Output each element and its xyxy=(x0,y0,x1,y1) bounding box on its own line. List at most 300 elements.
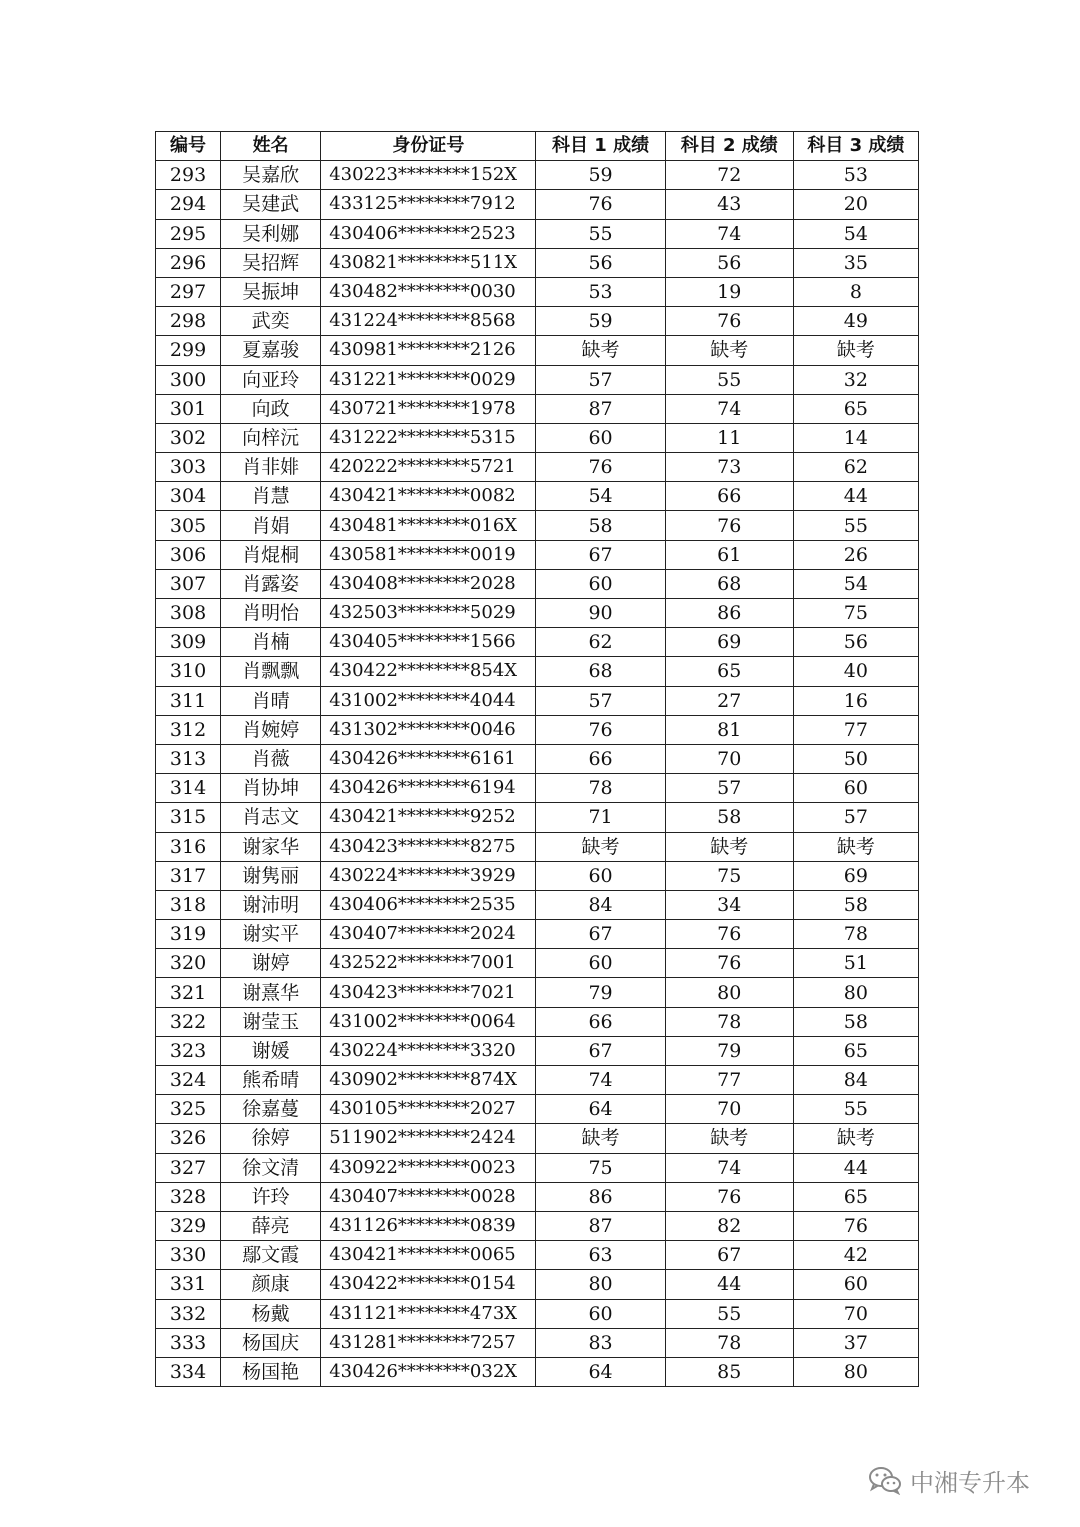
table-row xyxy=(156,277,919,306)
cell-number: 313 xyxy=(156,744,221,773)
cell-name: 肖飘飘 xyxy=(221,657,321,686)
cell-subject-1-score: 60 xyxy=(536,1299,665,1328)
table-row xyxy=(156,307,919,336)
score-table xyxy=(155,131,919,1387)
cell-id-number: 431222********5315 xyxy=(321,423,536,452)
cell-number: 312 xyxy=(156,715,221,744)
table-row xyxy=(156,657,919,686)
cell-number: 309 xyxy=(156,628,221,657)
cell-subject-2-score: 11 xyxy=(665,423,793,452)
watermark-text: 中湘专升本 xyxy=(910,1468,1030,1497)
cell-name: 夏嘉骏 xyxy=(221,336,321,365)
cell-number: 293 xyxy=(156,161,221,190)
table-row xyxy=(156,1124,919,1153)
header-id-number: 身份证号 xyxy=(321,132,536,161)
cell-number: 304 xyxy=(156,482,221,511)
cell-subject-2-score: 78 xyxy=(665,1007,793,1036)
cell-number: 305 xyxy=(156,511,221,540)
cell-name: 肖志文 xyxy=(221,803,321,832)
cell-subject-1-score: 86 xyxy=(536,1182,665,1211)
cell-name: 肖明怡 xyxy=(221,599,321,628)
table-row xyxy=(156,423,919,452)
cell-name: 向梓沅 xyxy=(221,423,321,452)
cell-id-number: 430405********1566 xyxy=(321,628,536,657)
cell-id-number: 430426********6194 xyxy=(321,774,536,803)
cell-name: 许玲 xyxy=(221,1182,321,1211)
cell-subject-3-score: 60 xyxy=(793,1270,918,1299)
cell-id-number: 430105********2027 xyxy=(321,1095,536,1124)
cell-id-number: 430423********8275 xyxy=(321,832,536,861)
cell-subject-3-score: 44 xyxy=(793,482,918,511)
cell-name: 吴招辉 xyxy=(221,248,321,277)
cell-name: 谢莹玉 xyxy=(221,1007,321,1036)
cell-name: 肖娟 xyxy=(221,511,321,540)
cell-subject-1-score: 54 xyxy=(536,482,665,511)
cell-subject-3-score: 54 xyxy=(793,219,918,248)
table-row xyxy=(156,453,919,482)
cell-subject-1-score: 56 xyxy=(536,248,665,277)
cell-subject-1-score: 76 xyxy=(536,190,665,219)
cell-number: 314 xyxy=(156,774,221,803)
table-row xyxy=(156,1328,919,1357)
cell-id-number: 431126********0839 xyxy=(321,1211,536,1240)
cell-subject-2-score: 70 xyxy=(665,1095,793,1124)
cell-subject-3-score: 69 xyxy=(793,861,918,890)
cell-id-number: 430407********0028 xyxy=(321,1182,536,1211)
cell-id-number: 430224********3320 xyxy=(321,1036,536,1065)
cell-subject-1-score: 80 xyxy=(536,1270,665,1299)
cell-subject-3-score: 58 xyxy=(793,1007,918,1036)
cell-subject-2-score: 79 xyxy=(665,1036,793,1065)
cell-subject-2-score: 69 xyxy=(665,628,793,657)
cell-name: 吴建武 xyxy=(221,190,321,219)
cell-subject-1-score: 53 xyxy=(536,277,665,306)
table-row xyxy=(156,1182,919,1211)
cell-subject-2-score: 67 xyxy=(665,1241,793,1270)
cell-name: 徐婷 xyxy=(221,1124,321,1153)
cell-number: 307 xyxy=(156,569,221,598)
cell-subject-2-score: 57 xyxy=(665,774,793,803)
cell-id-number: 432503********5029 xyxy=(321,599,536,628)
cell-id-number: 430421********9252 xyxy=(321,803,536,832)
cell-name: 徐文清 xyxy=(221,1153,321,1182)
cell-subject-1-score: 60 xyxy=(536,569,665,598)
header-subject-3-score: 科目 3 成绩 xyxy=(793,132,918,161)
table-row xyxy=(156,190,919,219)
cell-subject-2-score: 70 xyxy=(665,744,793,773)
cell-number: 334 xyxy=(156,1357,221,1386)
table-row xyxy=(156,803,919,832)
cell-number: 332 xyxy=(156,1299,221,1328)
cell-name: 徐嘉蔓 xyxy=(221,1095,321,1124)
cell-subject-3-score: 60 xyxy=(793,774,918,803)
cell-number: 295 xyxy=(156,219,221,248)
cell-subject-3-score: 50 xyxy=(793,744,918,773)
cell-subject-1-score: 84 xyxy=(536,890,665,919)
cell-name: 杨国庆 xyxy=(221,1328,321,1357)
cell-subject-1-score: 62 xyxy=(536,628,665,657)
table-row xyxy=(156,1007,919,1036)
cell-number: 315 xyxy=(156,803,221,832)
cell-subject-3-score: 35 xyxy=(793,248,918,277)
cell-subject-1-score: 64 xyxy=(536,1357,665,1386)
cell-subject-2-score: 66 xyxy=(665,482,793,511)
cell-number: 298 xyxy=(156,307,221,336)
cell-name: 武奕 xyxy=(221,307,321,336)
table-row xyxy=(156,715,919,744)
table-row xyxy=(156,920,919,949)
cell-subject-2-score: 58 xyxy=(665,803,793,832)
watermark xyxy=(868,1462,1030,1498)
cell-name: 向政 xyxy=(221,394,321,423)
cell-subject-1-score: 57 xyxy=(536,686,665,715)
cell-subject-3-score: 65 xyxy=(793,1036,918,1065)
cell-subject-1-score: 缺考 xyxy=(536,1124,665,1153)
cell-number: 325 xyxy=(156,1095,221,1124)
cell-subject-2-score: 55 xyxy=(665,1299,793,1328)
cell-subject-1-score: 58 xyxy=(536,511,665,540)
cell-name: 肖协坤 xyxy=(221,774,321,803)
cell-subject-2-score: 34 xyxy=(665,890,793,919)
cell-subject-2-score: 80 xyxy=(665,978,793,1007)
cell-id-number: 432522********7001 xyxy=(321,949,536,978)
cell-subject-3-score: 80 xyxy=(793,1357,918,1386)
cell-subject-1-score: 57 xyxy=(536,365,665,394)
header-name: 姓名 xyxy=(221,132,321,161)
cell-subject-2-score: 81 xyxy=(665,715,793,744)
cell-id-number: 430421********0082 xyxy=(321,482,536,511)
cell-subject-1-score: 87 xyxy=(536,1211,665,1240)
cell-subject-1-score: 60 xyxy=(536,861,665,890)
cell-name: 向亚玲 xyxy=(221,365,321,394)
cell-id-number: 430981********2126 xyxy=(321,336,536,365)
table-row xyxy=(156,1357,919,1386)
cell-subject-2-score: 43 xyxy=(665,190,793,219)
cell-subject-1-score: 90 xyxy=(536,599,665,628)
cell-subject-3-score: 16 xyxy=(793,686,918,715)
cell-id-number: 433125********7912 xyxy=(321,190,536,219)
cell-subject-3-score: 57 xyxy=(793,803,918,832)
cell-id-number: 430481********016X xyxy=(321,511,536,540)
cell-number: 330 xyxy=(156,1241,221,1270)
cell-subject-3-score: 55 xyxy=(793,511,918,540)
cell-number: 326 xyxy=(156,1124,221,1153)
cell-subject-3-score: 缺考 xyxy=(793,832,918,861)
cell-subject-1-score: 76 xyxy=(536,453,665,482)
cell-name: 吴利娜 xyxy=(221,219,321,248)
cell-subject-2-score: 缺考 xyxy=(665,832,793,861)
cell-subject-1-score: 59 xyxy=(536,161,665,190)
cell-name: 熊希晴 xyxy=(221,1066,321,1095)
cell-id-number: 430721********1978 xyxy=(321,394,536,423)
table-row xyxy=(156,861,919,890)
cell-subject-2-score: 76 xyxy=(665,511,793,540)
cell-subject-3-score: 51 xyxy=(793,949,918,978)
cell-id-number: 430426********6161 xyxy=(321,744,536,773)
table-row xyxy=(156,1299,919,1328)
cell-subject-3-score: 32 xyxy=(793,365,918,394)
cell-subject-1-score: 66 xyxy=(536,744,665,773)
cell-subject-1-score: 59 xyxy=(536,307,665,336)
cell-subject-2-score: 74 xyxy=(665,1153,793,1182)
cell-subject-3-score: 84 xyxy=(793,1066,918,1095)
cell-subject-1-score: 68 xyxy=(536,657,665,686)
cell-subject-1-score: 67 xyxy=(536,920,665,949)
cell-name: 肖慧 xyxy=(221,482,321,511)
table-row xyxy=(156,890,919,919)
cell-name: 谢婷 xyxy=(221,949,321,978)
cell-subject-3-score: 37 xyxy=(793,1328,918,1357)
cell-subject-2-score: 75 xyxy=(665,861,793,890)
cell-name: 谢沛明 xyxy=(221,890,321,919)
cell-number: 320 xyxy=(156,949,221,978)
cell-id-number: 430482********0030 xyxy=(321,277,536,306)
cell-subject-2-score: 56 xyxy=(665,248,793,277)
table-row xyxy=(156,1241,919,1270)
cell-subject-3-score: 70 xyxy=(793,1299,918,1328)
cell-number: 294 xyxy=(156,190,221,219)
cell-subject-1-score: 75 xyxy=(536,1153,665,1182)
cell-subject-1-score: 60 xyxy=(536,423,665,452)
cell-subject-3-score: 54 xyxy=(793,569,918,598)
table-row xyxy=(156,1095,919,1124)
cell-subject-3-score: 26 xyxy=(793,540,918,569)
cell-subject-3-score: 20 xyxy=(793,190,918,219)
table-row xyxy=(156,161,919,190)
cell-number: 308 xyxy=(156,599,221,628)
cell-subject-2-score: 77 xyxy=(665,1066,793,1095)
cell-subject-3-score: 8 xyxy=(793,277,918,306)
cell-name: 肖婉婷 xyxy=(221,715,321,744)
cell-subject-3-score: 53 xyxy=(793,161,918,190)
table-row xyxy=(156,978,919,1007)
cell-number: 318 xyxy=(156,890,221,919)
table-row xyxy=(156,1153,919,1182)
cell-subject-1-score: 55 xyxy=(536,219,665,248)
cell-subject-1-score: 83 xyxy=(536,1328,665,1357)
cell-number: 329 xyxy=(156,1211,221,1240)
cell-name: 颜康 xyxy=(221,1270,321,1299)
cell-number: 303 xyxy=(156,453,221,482)
cell-subject-2-score: 76 xyxy=(665,949,793,978)
cell-number: 324 xyxy=(156,1066,221,1095)
cell-subject-3-score: 80 xyxy=(793,978,918,1007)
cell-name: 吴嘉欣 xyxy=(221,161,321,190)
cell-subject-3-score: 65 xyxy=(793,1182,918,1211)
cell-subject-2-score: 缺考 xyxy=(665,1124,793,1153)
cell-subject-3-score: 14 xyxy=(793,423,918,452)
cell-name: 谢实平 xyxy=(221,920,321,949)
cell-subject-1-score: 缺考 xyxy=(536,832,665,861)
cell-subject-2-score: 78 xyxy=(665,1328,793,1357)
header-number: 编号 xyxy=(156,132,221,161)
cell-name: 谢家华 xyxy=(221,832,321,861)
cell-subject-2-score: 19 xyxy=(665,277,793,306)
cell-id-number: 430223********152X xyxy=(321,161,536,190)
cell-subject-1-score: 64 xyxy=(536,1095,665,1124)
cell-subject-1-score: 66 xyxy=(536,1007,665,1036)
cell-id-number: 430421********0065 xyxy=(321,1241,536,1270)
table-row xyxy=(156,686,919,715)
cell-number: 321 xyxy=(156,978,221,1007)
cell-name: 谢熹华 xyxy=(221,978,321,1007)
cell-name: 杨国艳 xyxy=(221,1357,321,1386)
cell-id-number: 430406********2523 xyxy=(321,219,536,248)
cell-name: 肖焜桐 xyxy=(221,540,321,569)
cell-subject-2-score: 72 xyxy=(665,161,793,190)
table-row xyxy=(156,832,919,861)
cell-name: 薛亮 xyxy=(221,1211,321,1240)
cell-name: 肖晴 xyxy=(221,686,321,715)
table-header-row xyxy=(156,132,919,161)
cell-number: 297 xyxy=(156,277,221,306)
cell-subject-3-score: 缺考 xyxy=(793,336,918,365)
cell-subject-3-score: 56 xyxy=(793,628,918,657)
cell-id-number: 431121********473X xyxy=(321,1299,536,1328)
cell-id-number: 431302********0046 xyxy=(321,715,536,744)
cell-number: 328 xyxy=(156,1182,221,1211)
cell-subject-3-score: 44 xyxy=(793,1153,918,1182)
header-subject-2-score: 科目 2 成绩 xyxy=(665,132,793,161)
wechat-icon xyxy=(868,1465,902,1495)
cell-number: 323 xyxy=(156,1036,221,1065)
cell-name: 肖露姿 xyxy=(221,569,321,598)
table-row xyxy=(156,336,919,365)
table-row xyxy=(156,511,919,540)
table-row xyxy=(156,394,919,423)
cell-subject-3-score: 55 xyxy=(793,1095,918,1124)
cell-id-number: 430922********0023 xyxy=(321,1153,536,1182)
table-row xyxy=(156,1270,919,1299)
cell-number: 322 xyxy=(156,1007,221,1036)
cell-name: 吴振坤 xyxy=(221,277,321,306)
cell-number: 310 xyxy=(156,657,221,686)
cell-id-number: 431002********4044 xyxy=(321,686,536,715)
cell-subject-2-score: 82 xyxy=(665,1211,793,1240)
cell-name: 谢媛 xyxy=(221,1036,321,1065)
cell-subject-1-score: 74 xyxy=(536,1066,665,1095)
cell-number: 316 xyxy=(156,832,221,861)
cell-subject-2-score: 74 xyxy=(665,219,793,248)
cell-subject-1-score: 78 xyxy=(536,774,665,803)
cell-subject-2-score: 44 xyxy=(665,1270,793,1299)
cell-subject-1-score: 67 xyxy=(536,1036,665,1065)
table-row xyxy=(156,1036,919,1065)
table-row xyxy=(156,1211,919,1240)
cell-subject-1-score: 60 xyxy=(536,949,665,978)
cell-subject-2-score: 65 xyxy=(665,657,793,686)
table-row xyxy=(156,774,919,803)
cell-subject-2-score: 74 xyxy=(665,394,793,423)
cell-name: 谢隽丽 xyxy=(221,861,321,890)
cell-id-number: 430902********874X xyxy=(321,1066,536,1095)
cell-id-number: 430224********3929 xyxy=(321,861,536,890)
table-row xyxy=(156,949,919,978)
table-row xyxy=(156,540,919,569)
cell-subject-3-score: 75 xyxy=(793,599,918,628)
cell-number: 317 xyxy=(156,861,221,890)
cell-number: 299 xyxy=(156,336,221,365)
cell-subject-3-score: 58 xyxy=(793,890,918,919)
table-row xyxy=(156,219,919,248)
cell-subject-2-score: 55 xyxy=(665,365,793,394)
cell-number: 319 xyxy=(156,920,221,949)
cell-number: 300 xyxy=(156,365,221,394)
cell-id-number: 420222********5721 xyxy=(321,453,536,482)
cell-subject-1-score: 87 xyxy=(536,394,665,423)
cell-subject-3-score: 62 xyxy=(793,453,918,482)
table-row xyxy=(156,744,919,773)
table-row xyxy=(156,628,919,657)
cell-subject-2-score: 缺考 xyxy=(665,336,793,365)
cell-subject-2-score: 85 xyxy=(665,1357,793,1386)
cell-number: 296 xyxy=(156,248,221,277)
cell-number: 301 xyxy=(156,394,221,423)
cell-id-number: 430581********0019 xyxy=(321,540,536,569)
table-row xyxy=(156,365,919,394)
cell-subject-2-score: 68 xyxy=(665,569,793,598)
cell-subject-2-score: 61 xyxy=(665,540,793,569)
cell-id-number: 430407********2024 xyxy=(321,920,536,949)
cell-subject-1-score: 76 xyxy=(536,715,665,744)
cell-subject-2-score: 76 xyxy=(665,920,793,949)
cell-id-number: 431281********7257 xyxy=(321,1328,536,1357)
cell-subject-3-score: 76 xyxy=(793,1211,918,1240)
cell-number: 327 xyxy=(156,1153,221,1182)
cell-subject-1-score: 缺考 xyxy=(536,336,665,365)
cell-subject-2-score: 76 xyxy=(665,307,793,336)
cell-subject-3-score: 42 xyxy=(793,1241,918,1270)
cell-subject-2-score: 76 xyxy=(665,1182,793,1211)
cell-id-number: 430426********032X xyxy=(321,1357,536,1386)
cell-number: 302 xyxy=(156,423,221,452)
cell-name: 肖楠 xyxy=(221,628,321,657)
cell-subject-1-score: 71 xyxy=(536,803,665,832)
cell-subject-2-score: 73 xyxy=(665,453,793,482)
cell-id-number: 430408********2028 xyxy=(321,569,536,598)
cell-name: 肖非婔 xyxy=(221,453,321,482)
table-row xyxy=(156,248,919,277)
cell-subject-3-score: 77 xyxy=(793,715,918,744)
cell-subject-1-score: 63 xyxy=(536,1241,665,1270)
cell-number: 333 xyxy=(156,1328,221,1357)
cell-subject-3-score: 65 xyxy=(793,394,918,423)
cell-subject-3-score: 40 xyxy=(793,657,918,686)
table-row xyxy=(156,569,919,598)
table-row xyxy=(156,482,919,511)
cell-id-number: 430821********511X xyxy=(321,248,536,277)
cell-subject-2-score: 27 xyxy=(665,686,793,715)
cell-id-number: 430422********854X xyxy=(321,657,536,686)
cell-subject-1-score: 67 xyxy=(536,540,665,569)
cell-id-number: 431002********0064 xyxy=(321,1007,536,1036)
cell-subject-2-score: 86 xyxy=(665,599,793,628)
cell-id-number: 511902********2424 xyxy=(321,1124,536,1153)
header-subject-1-score: 科目 1 成绩 xyxy=(536,132,665,161)
cell-id-number: 431221********0029 xyxy=(321,365,536,394)
cell-subject-1-score: 79 xyxy=(536,978,665,1007)
cell-subject-3-score: 缺考 xyxy=(793,1124,918,1153)
cell-subject-3-score: 78 xyxy=(793,920,918,949)
cell-name: 鄢文霞 xyxy=(221,1241,321,1270)
cell-number: 311 xyxy=(156,686,221,715)
table-row xyxy=(156,1066,919,1095)
cell-number: 331 xyxy=(156,1270,221,1299)
cell-id-number: 430422********0154 xyxy=(321,1270,536,1299)
cell-name: 肖薇 xyxy=(221,744,321,773)
cell-id-number: 430423********7021 xyxy=(321,978,536,1007)
cell-id-number: 430406********2535 xyxy=(321,890,536,919)
